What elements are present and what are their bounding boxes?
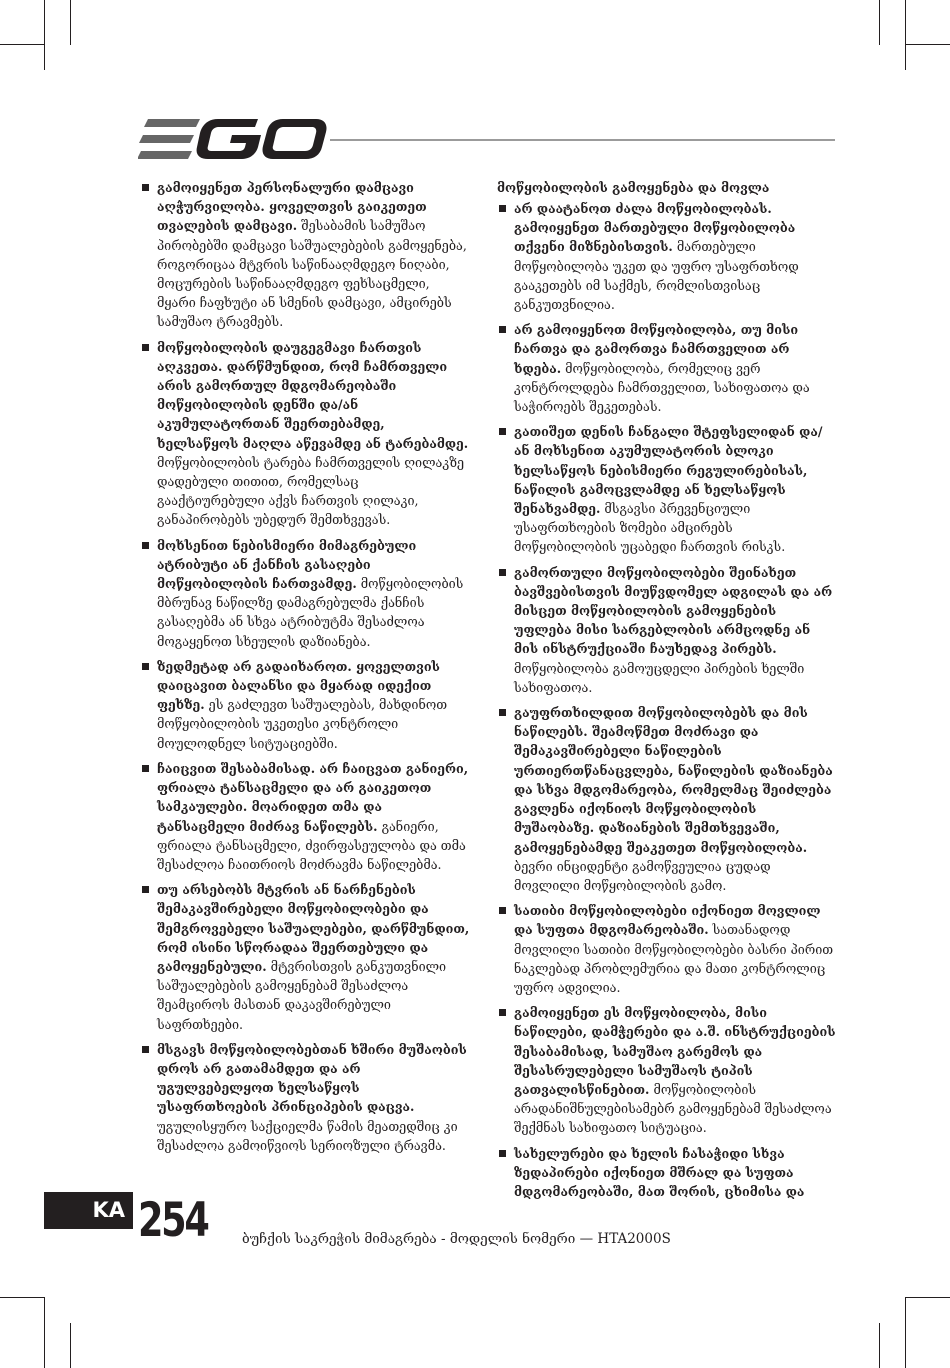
bullet-square-icon	[142, 344, 149, 351]
item-lead: თუ არსებობს მტვრის ან ნარჩენების შემაკავშირებელი მოწყობილობები და შემგროვებელი საშუალებები, დარწმუნდით, რომ ისინი სწორადაა შეერთებული და გამოყენებული.	[157, 882, 470, 974]
item-lead: გაუფრთხილდით მოწყობილობებს და მის ნაწილებს. შეამოწმეთ მოძრავი და შემაკავშირებელი ნაწილების ურთიერთწანაცვლება, ნაწილების დაზიანება და სხვა მდგომარეობა, რომელმაც შეიძლება გავლენა იქონიოს მოწყობილობის მუშაობაზე. დაზიანების შემთხვევაში, გამოყენებამდე შეაკეთეთ მოწყობილობა.	[514, 705, 833, 855]
list-item	[497, 703, 837, 895]
bullet-square-icon	[499, 1009, 506, 1016]
item-body: უგულისყურო საქციელმა წამის მეათედშიც კი შესაძლოა გამოიწვიოს სერიოზული ტრავმა.	[157, 1118, 458, 1153]
bullet-square-icon	[142, 663, 149, 670]
item-body: სათანადოდ მოვლილი სათიბი მოწყობილობები ბასრი პირით ნაკლებად პრობლემურია და მათი კონტროლიც უფრო ადვილია.	[514, 922, 834, 995]
item-lead: გამორთული მოწყობილობები შეინახეთ ბავშვებისთვის მიუწვდომელ ადგილას და არ მისცეთ მოწყობილობის გამოყენების უფლება მისი სარგებლობის არმცოდნე ან მის ინსტრუქციაში ჩაუხედავ პირებს.	[514, 564, 833, 657]
crop-mark	[44, 1297, 45, 1368]
crop-mark	[905, 1297, 906, 1368]
left-column	[140, 178, 470, 1161]
crop-mark	[70, 0, 71, 45]
section-title: მოწყობილობის გამოყენება და მოვლა	[497, 180, 770, 195]
item-body: მოწყობილობა, რომელიც ვერ კონტროლდება ჩამრთველით, სახიფათოა და საჭიროებს შეკეთებას.	[514, 360, 810, 415]
list-item	[140, 1040, 470, 1155]
crop-mark	[905, 44, 950, 45]
item-body: შესაბამის სამუშაო პირობებში დამცავი საშუალებების გამოყენება, როგორიცაა მტვრის საწინააღმდეგო ნიღაბი, მოცურების საწინააღმდეგო ფეხსაცმელი, მყარი ჩაფხუტი ან სმენის დამცავი, ამცირებს სამუშაო ტრავმებს.	[157, 218, 467, 330]
bullet-square-icon	[499, 205, 506, 212]
crop-mark	[905, 1297, 950, 1298]
list-item	[140, 536, 470, 651]
language-badge: KA	[44, 1192, 133, 1229]
bullet-square-icon	[499, 1150, 506, 1157]
bullet-square-icon	[142, 765, 149, 772]
bullet-square-icon	[142, 1046, 149, 1053]
bullet-square-icon	[499, 326, 506, 333]
list-item	[497, 901, 837, 997]
item-lead: მოწყობილობის დაუგეგმავი ჩართვის აღკვეთა. დარწმუნდით, რომ ჩამრთველი არის გამორთულ მდგომარეობაში მოწყობილობის დენში და/ან აკუმულატორთან შეერთებამდე, ხელსაწყოს მაღლა აწევამდე ან ტარებამდე.	[157, 339, 469, 451]
item-lead: არ დაატანოთ ძალა მოწყობილობას. გამოიყენეთ მართებული მოწყობილობა თქვენი მიზნებისთვის.	[514, 201, 796, 255]
item-body: ბევრი ინციდენტი გამოწვეულია ცუდად მოვლილი მოწყობილობის გამო.	[514, 858, 771, 893]
item-lead: გამოიყენეთ პერსონალური დამცავი აღჭურვილობა. ყოველთვის გაიკეთეთ თვალების დამცავი.	[157, 180, 427, 234]
crop-mark	[905, 0, 906, 70]
item-lead: სათიბი მოწყობილობები იქონიეთ მოვლილ და სუფთა მდგომარეობაში.	[514, 903, 821, 938]
list-item	[497, 1144, 837, 1202]
right-bullet-list	[497, 199, 837, 1201]
list-item	[140, 880, 470, 1034]
item-lead: სახელურები და ხელის ჩასაჭიდი სხვა ზედაპირები იქონიეთ მშრალ და სუფთა მდგომარეობაში, მათ შორის, ცხიმისა და	[514, 1145, 805, 1199]
bullet-square-icon	[142, 886, 149, 893]
item-lead: ჩაიცვით შესაბამისად. არ ჩაიცვათ განიერი, ფრიალა ტანსაცმელი და არ გაიკეთოთ სამკაულები. მოარიდეთ თმა და ტანსაცმელი მიძრავ ნაწილებს.	[157, 760, 469, 834]
crop-mark	[879, 1323, 880, 1368]
bullet-square-icon	[142, 184, 149, 191]
manual-title: ბუჩქის საკრეჭის მიმაგრება - მოდელის ნომერი — HTA2000S	[242, 1231, 671, 1247]
list-item	[140, 657, 470, 753]
item-body: მტვრისთვის განკუთვნილი საშუალებების გამოყენებამ შესაძლოა შეამციროს მასთან დაკავშირებული საფრთხეები.	[157, 958, 447, 1032]
list-item	[497, 1003, 837, 1137]
item-body: მოწყობილობის ტარება ჩამრთველის ღილაკზე დადებული თითით, რომელსაც გააქტიურებული აქვს ჩართვის ღილაკი, განაპირობებს უბედურ შემთხვევას.	[157, 454, 465, 528]
list-item	[497, 422, 837, 556]
list-item	[497, 563, 837, 697]
item-body: მოწყობილობის არადანიშნულებისამებრ გამოყენებამ შესაძლოა შექმნას სახიფათო სიტუაცია.	[514, 1081, 832, 1136]
item-lead: მოხსენით ნებისმიერი მიმაგრებული ატრიბუტი ან ქანჩის გასაღები მოწყობილობის ჩართვამდე.	[157, 537, 417, 592]
list-item	[497, 320, 837, 416]
crop-mark	[0, 1297, 45, 1298]
bullet-square-icon	[499, 907, 506, 914]
crop-mark	[70, 1323, 71, 1368]
item-lead: გამოიყენეთ ეს მოწყობილობა, მისი ნაწილები, დამჭერები და ა.შ. ინსტრუქციების შესაბამისად, სამუშაო გარემოს და შესასრულებელი სამუშაოს ტიპის გათვალისწინებით.	[514, 1005, 836, 1097]
item-body: მართებული მოწყობილობა უკეთ და უფრო უსაფრთხოდ გააკეთებს იმ საქმეს, რომლისთვისაც განკუთვნილია.	[514, 239, 799, 313]
left-bullet-list	[140, 178, 470, 1155]
crop-mark	[879, 0, 880, 45]
bullet-square-icon	[499, 709, 506, 716]
list-item	[140, 338, 470, 530]
item-body: მსგავსი პრევენციული უსაფრთხოების ზომები ამცირებს მოწყობილობის უცაბედი ჩართვის რისკს.	[514, 501, 786, 555]
item-lead: არ გამოიყენოთ მოწყობილობა, თუ მისი ჩართვა და გამორთვა ჩამრთველით არ ხდება.	[514, 322, 799, 376]
crop-mark	[0, 44, 45, 45]
list-item	[497, 199, 837, 314]
item-lead: ზედმეტად არ გადაიხაროთ. ყოველთვის დაიცავით ბალანსი და მყარად იდექით ფეხზე.	[157, 658, 440, 713]
bullet-square-icon	[499, 428, 506, 435]
bullet-square-icon	[142, 542, 149, 549]
item-body: ეს გაძლევთ საშუალებას, მახდინოთ მოწყობილობის უკეთესი კონტროლი მოულოდნელ სიტუაციებში.	[157, 697, 448, 751]
crop-mark	[44, 0, 45, 70]
bullet-square-icon	[499, 569, 506, 576]
item-body: მოწყობილობა გამოუცდელი პირების ხელში სახიფათოა.	[514, 660, 805, 695]
list-item	[140, 759, 470, 874]
item-lead: მსგავს მოწყობილობებთან ხშირი მუშაობის დროს არ გათამამდეთ და არ უგულვებელყოთ ხელსაწყოს უსაფრთხოების პრინციპების დაცვა.	[157, 1041, 467, 1115]
item-body: მოწყობილობის მბრუნავ ნაწილზე დამაგრებულმა ქანჩის გასაღებმა ან სხვა ატრიბუტმა შესაძლოა მოგაყენოთ სხეულის დაზიანება.	[157, 576, 464, 649]
ego-logo	[138, 117, 328, 161]
list-item	[140, 178, 470, 332]
right-column	[497, 178, 837, 1207]
header-rule	[330, 139, 835, 141]
item-lead: გათიშეთ დენის ჩანგალი შტეფსელიდან და/ან მოხსენით აკუმულატორის ბლოკი ხელსაწყოს ნებისმიერი რეგულირებისას, ნაწილის გამოცვლამდე ან ხელსაწყოს შენახვამდე.	[514, 424, 823, 517]
item-body: განიერი, ფრიალა ტანსაცმელი, ძვირფასეულობა და თმა შესაძლოა ჩაითრიოს მოძრავმა ნაწილებმა.	[157, 818, 466, 872]
page-number: 254	[138, 1193, 208, 1248]
